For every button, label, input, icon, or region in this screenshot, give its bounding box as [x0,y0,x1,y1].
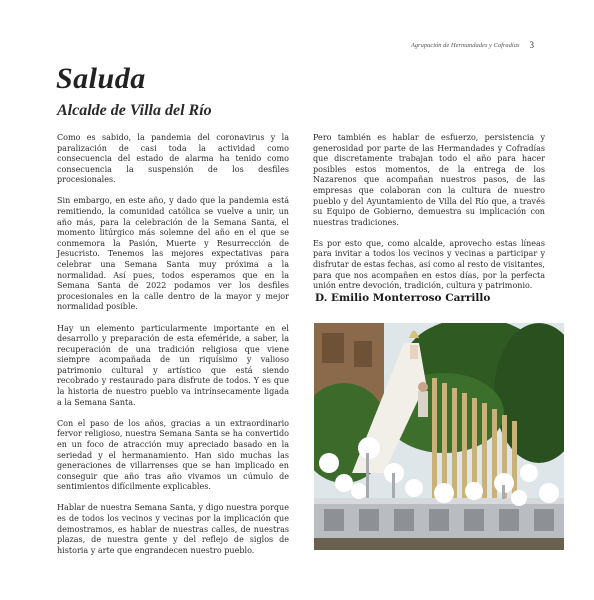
left-column [57,133,289,567]
procession-photo [314,323,564,550]
running-header [411,40,534,50]
page-subtitle: Alcalde de Villa del Río [57,102,212,119]
running-title: Agrupación de Hermandades y Cofradías [410,41,520,49]
signature: D. Emilio Monterroso Carrillo [315,292,491,304]
page-title: Saluda [56,62,146,95]
paragraph: Es por esto que, como alcalde, aprovecho estas líneas para invitar a todos los vecinos y vecinas a participar y disfrutar de estas fechas, así como al resto de visitantes, para que nos acompañen en estos días, por la perfecta unión entre devoción, tradición, cultura y patrimonio. [313,238,545,291]
paragraph: Con el paso de los años, gracias a un extraordinario fervor religioso, nuestra Semana Santa se ha convertido en un foco de atracción muy apreciado basado en la seriedad y el hermanamiento. Han sido muchas las generaciones de villarrenses que se han implicado en conseguir que año tras año vivamos un cúmulo de sentimientos difícilmente explicables. [57,418,289,492]
paragraph: Como es sabido, la pandemia del coronavirus y la paralización de casi toda la actividad como consecuencia del estado de alarma ha tenido como consecuencia la suspensión de los desfiles procesionales. [57,133,289,185]
paragraph: Pero también es hablar de esfuerzo, persistencia y generosidad por parte de las Hermandades y Cofradías que discretamente trabajan todo el año para hacer posibles estos momentos, de la entrega de los Nazarenos que acompañan nuestros pasos, de las empresas que colaboran con la cultura de nuestro pueblo y del Ayuntamiento de Villa del Río que, a través su Equipo de Gobierno, demuestra su implicación con nuestras tradiciones. [313,133,545,227]
page-number: 3 [529,40,534,50]
paragraph: Hablar de nuestra Semana Santa, y digo nuestra porque es de todos los vecinos y vecinas por la implicación que demostramos, es hablar de nuestras calles, de nuestras plazas, de nuestra gente y del reflejo de siglos de historia y arte que engrandecen nuestro pueblo. [57,503,289,555]
paragraph: Sin embargo, en este año, y dado que la pandemia está remitiendo, la comunidad católica se vuelve a unir, un año más, para la celebración de la Semana Santa, el momento litúrgico más solemne del año en el que se conmemora la Pasión, Muerte y Resurrección de Jesucristo. Tenemos las mejores expectativas para celebrar una Semana Santa muy próxima a la normalidad. Así pues, todos esperamos que en la Semana Santa de 2022 podamos ver los desfiles procesionales en la calle dentro de la mayor y mejor normalidad posible. [57,196,289,312]
procession-photo-illustration [314,323,564,550]
right-column [313,133,545,302]
paragraph: Hay un elemento particularmente importante en el desarrollo y preparación de esta efeméride, a saber, la recuperación de una tradición religiosa que viene siempre acompañada de un riquísimo y valioso patrimonio cultural y artístico que está siendo recobrado y restaurado para disfrute de todos. Y es que la historia de nuestro pueblo va intrínsecamente ligada a la Semana Santa. [57,323,289,407]
